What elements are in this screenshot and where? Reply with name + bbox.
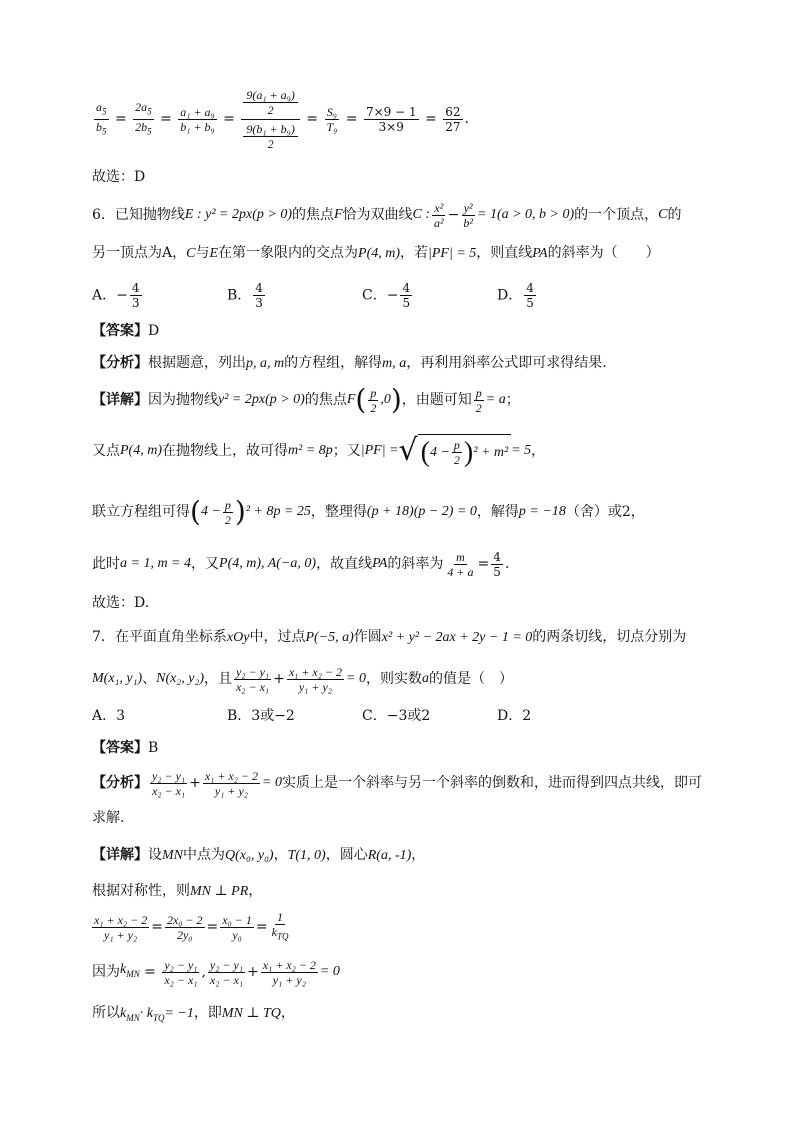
frac: $\frac{4}{5}$: [493, 549, 501, 579]
frac: $\frac{\text{x₁ + x₂ − 2}}{\text{y₁ + y₂}}$: [262, 957, 316, 987]
frac-den: b₁ + b₉: [180, 119, 215, 134]
frac-den: 27: [445, 119, 461, 134]
q6-option-a: A．− $\frac{4}{3}$: [92, 280, 140, 310]
frac: $\frac{p}{2}$: [453, 438, 460, 467]
q7-detail-line4: 因为 $k_{MN}$ = $\frac{\text{y₂ − y₁}}{\text{x₂ − x₁}}$ , $\frac{\text{y₂ − y₁}}{\text{x₂ − x₁}}$ + $\frac{\text{x₁ + x₂ − 2}}{\text{y₁ + y₂}}$ = 0: [92, 957, 340, 987]
frac-den: 3×9: [378, 119, 404, 134]
text: 的焦点: [291, 207, 334, 223]
q6-detail-line4: 此时 a = 1, m = 4 ，又 P(4, m), A(−a, 0) ，故直线 PA 的斜率为 $\frac{m}{4 + a}$ = $\frac{4}{5}$ .: [92, 549, 510, 579]
choice-line: 故选：D: [92, 169, 146, 185]
text: 6．已知抛物线: [92, 207, 185, 223]
frac: $\frac{m}{4 + a}$: [447, 549, 474, 579]
q7-stem-line2: M(x₁, y₁) 、 N(x₂, y₂) ，且 $\frac{\text{y₂ − y₁}}{\text{x₂ − x₁}}$ + $\frac{\text{x₁ + x₂ − 2}}{\text{y₁ + y₂}}$ = 0 ，则实数 a 的值是（ ）: [92, 664, 513, 694]
frac-numeric: [364, 105, 419, 134]
math: C :: [412, 207, 431, 222]
math: = 1(a > 0, b > 0): [477, 207, 575, 222]
frac: $\frac{4}{3}$: [131, 280, 140, 310]
q7-option-b: B．3或−2: [227, 708, 295, 724]
frac: $\frac{4}{5}$: [526, 280, 534, 310]
frac-num: a: [96, 100, 102, 115]
frac: $\frac{\text{y₂ − y₁}}{\text{x₂ − x₁}}$: [164, 957, 198, 987]
frac: $\frac{\text{x₁ + x₂ − 2}}{\text{y₁ + y₂}}$: [204, 768, 259, 798]
math: C: [658, 207, 668, 222]
q6-detail-line2: 又点 P(4, m) 在抛物线上，故可得 m² = 8p ；又 |PF| = √ ( 4 − $\frac{p}{2}$ ) ² + m² = 5 ，: [92, 433, 546, 468]
frac-s9-t9: [324, 105, 339, 134]
frac: $\frac{p}{2}$: [475, 385, 482, 415]
q6-analysis: 【分析】根据题意，列出p, a, m的方程组，解得m, a，再利用斜率公式即可求得结果.: [92, 355, 607, 371]
frac-x2-a2: $\frac{\text{x²}}{\text{a²}}$: [434, 200, 444, 230]
frac: $\frac{4}{3}$: [255, 280, 263, 310]
q6-stem-line2: 另一顶点为A，C与E在第一象限内的交点为P(4, m)，若|PF| = 5，则直线PA的斜率为（ ）: [92, 245, 660, 261]
frac-2a5-2b5: $\frac{2a_5}{2b_5}$: [135, 100, 152, 136]
ratio-equation: $\frac{a_5}{b_5}$ = $\frac{2a_5}{2b_5}$ = $\frac{\text{a₁ + a₉}}{\text{b₁ + b₉}}$ = $\frac{\frac{\text{9(a₁ + a₉)}}{2}}{\frac{\text{9(b₁ + b₉)}}{2}}$ = $\frac{\text{S₉}}{\text{T₉}}$ = $\frac{7\times 9 - 1}{3\times 9}$ = $\frac{62}{27}$ .: [96, 87, 469, 151]
answer-tag: 【答案】: [92, 740, 148, 756]
frac: $\frac{\text{x₁ + x₂ − 2}}{\text{y₁ + y₂}}$: [94, 912, 148, 942]
frac: $\frac{\text{y₂ − y₁}}{\text{x₂ − x₁}}$: [209, 957, 243, 987]
frac-den: T₉: [326, 119, 338, 134]
math: E : y² = 2px(p > 0): [184, 207, 292, 222]
frac-den: 2b: [135, 119, 148, 134]
frac: $\frac{\text{x₀ − 1}}{\text{y₀}}$: [222, 912, 252, 942]
frac-num: 7×9 − 1: [365, 104, 417, 119]
q7-stem-line1: 7．在平面直角坐标系xOy中，过点P(−5, a)作圆x² + y² − 2ax + 2y − 1 = 0的两条切线，切点分别为: [92, 629, 687, 645]
detail-tag: 【详解】: [92, 392, 148, 408]
text: 恰为双曲线: [342, 207, 413, 223]
frac-num: 9(a₁ + a₉): [243, 88, 297, 103]
q7-answer: 【答案】B: [92, 740, 159, 756]
frac: $\frac{\text{2x₀ − 2}}{\text{2y₀}}$: [166, 912, 203, 942]
frac-a5-b5: [94, 100, 109, 138]
frac-den: b: [96, 119, 102, 134]
math: F: [333, 207, 343, 222]
frac-sum-a-b: [178, 105, 216, 134]
frac: $\frac{1}{k_{TQ}}$: [271, 910, 289, 942]
q7-analysis-line1: 【分析】 $\frac{\text{y₂ − y₁}}{\text{x₂ − x₁}}$ + $\frac{\text{x₁ + x₂ − 2}}{\text{y₁ + y₂}}$ = 0 实质上是一个斜率与另一个斜率的倒数和，进而得到四点共线，即可: [92, 768, 702, 798]
frac-den-sub: 5: [102, 125, 107, 136]
q6-option-c: C．− $\frac{4}{5}$: [362, 280, 411, 310]
frac-num: 62: [445, 104, 461, 119]
frac: $\frac{\text{y₂ − y₁}}{\text{x₂ − x₁}}$: [152, 768, 186, 798]
detail-tag: 【详解】: [92, 847, 148, 863]
q6-stem-line1: 6．已知抛物线 E : y² = 2px(p > 0) 的焦点 F 恰为双曲线 C : $\frac{\text{x²}}{\text{a²}}$ − $\frac{\text{y²}}{\text{b²}}$ = 1(a > 0, b > 0) 的一个顶点， C 的: [92, 200, 682, 230]
frac: $\frac{\text{x₁ + x₂ − 2}}{\text{y₁ + y₂}}$: [288, 664, 343, 694]
q6-option-d: D． $\frac{4}{5}$: [497, 280, 534, 310]
q7-detail-line3: $\frac{\text{x₁ + x₂ − 2}}{\text{y₁ + y₂}}$ = $\frac{\text{2x₀ − 2}}{\text{2y₀}}$ = $\frac{\text{x₀ − 1}}{\text{y₀}}$ = $\frac{1}{k_{TQ}}$: [94, 910, 289, 942]
frac-compound: [241, 88, 299, 151]
q6-selection: 故选：D.: [92, 595, 150, 611]
answer-tag: 【答案】: [92, 323, 148, 339]
q6-detail-line1: 【详解】 因为抛物线 y² = 2px(p > 0) 的焦点 F ( $\frac{p}{2}$ ,0 ) ，由题可知 $\frac{p}{2}$ = a ；: [92, 383, 520, 416]
frac: $\frac{p}{2}$: [370, 385, 377, 415]
q7-detail-line2: 根据对称性，则MN ⊥ PR，: [92, 883, 263, 899]
q7-detail-line5: 所以$k_{MN}\cdot k_{TQ}= -1$，即MN ⊥ TQ，: [92, 1005, 295, 1023]
frac-den: 2: [267, 102, 274, 117]
q7-analysis-line2: 求解.: [92, 810, 125, 826]
frac-result: [443, 105, 462, 134]
frac-num: 2a: [135, 100, 148, 115]
q7-option-a: A．3: [92, 708, 126, 724]
frac-num: a₁ + a₉: [180, 104, 215, 119]
q6-option-b: B． $\frac{4}{3}$: [227, 280, 263, 310]
q7-options: [92, 705, 632, 727]
q7-detail-line1: 【详解】设MN中点为Q(x₀, y₀)，T(1, 0)，圆心R(a, -1)，: [92, 847, 426, 863]
analysis-tag: 【分析】: [92, 355, 148, 371]
frac-num: 9(b₁ + b₉): [243, 122, 297, 137]
q6-detail-line3: 联立方程组可得 ( 4 − $\frac{p}{2}$ ) ² + 8p = 25 ，整理得 (p + 18)(p − 2) = 0 ，解得 p = −18 （舍）或 2 ，: [92, 495, 645, 528]
sqrt: √ ( 4 − $\frac{p}{2}$ ) ² + m²: [399, 434, 512, 468]
frac: $\frac{\text{y₂ − y₁}}{\text{x₂ − x₁}}$: [235, 664, 270, 694]
q6-answer: 【答案】D: [92, 323, 160, 339]
q7-option-d: D．2: [497, 708, 532, 724]
frac-num: S₉: [326, 104, 337, 119]
frac-y2-b2: $\frac{\text{y²}}{\text{b²}}$: [463, 200, 473, 230]
text: 的: [667, 207, 682, 223]
frac: $\frac{4}{5}$: [402, 280, 411, 310]
analysis-tag: 【分析】: [92, 775, 148, 791]
frac-den: 2: [267, 136, 274, 151]
frac-num-sub: 5: [102, 106, 107, 117]
q6-options: [92, 277, 632, 313]
text: 的一个顶点，: [574, 207, 659, 223]
q7-option-c: C．−3或2: [362, 708, 431, 724]
frac: $\frac{p}{2}$: [224, 497, 231, 527]
